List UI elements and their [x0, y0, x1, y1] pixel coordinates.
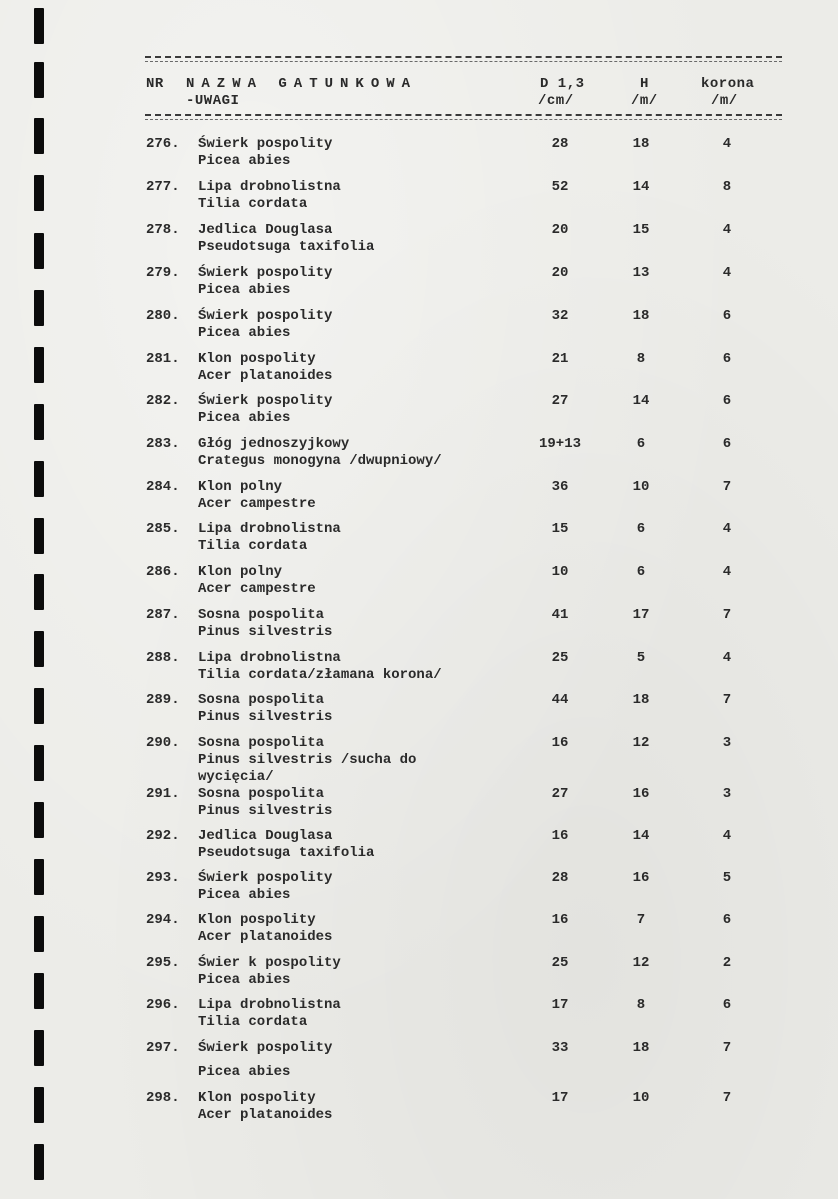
height-value: 18 — [632, 692, 650, 708]
crown-value: 4 — [722, 222, 732, 238]
diameter-value: 28 — [551, 870, 569, 886]
species-latin: Picea abies — [198, 972, 291, 988]
row-number: 278. — [146, 222, 180, 238]
table-row — [0, 786, 838, 829]
row-number: 295. — [146, 955, 180, 971]
species-name: Świer k pospolity — [198, 955, 341, 971]
crown-value: 6 — [722, 351, 732, 367]
species-latin: Tilia cordata/złamana korona/ — [198, 667, 442, 683]
height-value: 16 — [632, 870, 650, 886]
diameter-value: 32 — [551, 308, 569, 324]
header-korona-unit: /m/ — [711, 93, 738, 109]
species-name: Głóg jednoszyjkowy — [198, 436, 350, 452]
row-number: 288. — [146, 650, 180, 666]
species-latin: Pinus silvestris — [198, 624, 333, 640]
species-latin: Picea abies — [198, 410, 291, 426]
diameter-value: 25 — [551, 650, 569, 666]
species-name: Świerk pospolity — [198, 870, 333, 886]
diameter-value: 19+13 — [538, 436, 581, 452]
table-row — [0, 436, 838, 479]
header-uwagi: -UWAGI — [186, 93, 240, 109]
crown-value: 8 — [722, 179, 732, 195]
crown-value: 4 — [722, 265, 732, 281]
diameter-value: 28 — [551, 136, 569, 152]
row-number: 277. — [146, 179, 180, 195]
species-name: Sosna pospolita — [198, 607, 325, 623]
height-value: 12 — [632, 735, 650, 751]
species-note: wycięcia/ — [198, 769, 274, 785]
diameter-value: 44 — [551, 692, 569, 708]
table-row — [0, 1040, 838, 1086]
row-number: 276. — [146, 136, 180, 152]
crown-value: 3 — [722, 786, 732, 802]
height-value: 6 — [636, 521, 646, 537]
row-number: 284. — [146, 479, 180, 495]
diameter-value: 27 — [551, 393, 569, 409]
species-latin: Acer campestre — [198, 496, 316, 512]
species-name: Jedlica Douglasa — [198, 828, 333, 844]
height-value: 18 — [632, 308, 650, 324]
diameter-value: 16 — [551, 912, 569, 928]
height-value: 7 — [636, 912, 646, 928]
species-name: Świerk pospolity — [198, 136, 333, 152]
row-number: 279. — [146, 265, 180, 281]
table-row — [0, 997, 838, 1040]
height-value: 13 — [632, 265, 650, 281]
species-latin: Picea abies — [198, 325, 291, 341]
table-row — [0, 955, 838, 998]
height-value: 18 — [632, 1040, 650, 1056]
species-name: Lipa drobnolistna — [198, 650, 341, 666]
species-latin: Picea abies — [198, 153, 291, 169]
row-number: 285. — [146, 521, 180, 537]
height-value: 14 — [632, 828, 650, 844]
header-d: D 1,3 — [540, 76, 585, 92]
species-name: Świerk pospolity — [198, 265, 333, 281]
diameter-value: 20 — [551, 265, 569, 281]
row-number: 283. — [146, 436, 180, 452]
species-name: Sosna pospolita — [198, 692, 325, 708]
height-value: 12 — [632, 955, 650, 971]
crown-value: 4 — [722, 828, 732, 844]
species-latin: Acer platanoides — [198, 929, 333, 945]
diameter-value: 33 — [551, 1040, 569, 1056]
species-name: Jedlica Douglasa — [198, 222, 333, 238]
crown-value: 7 — [722, 692, 732, 708]
species-name: Sosna pospolita — [198, 786, 325, 802]
species-name: Lipa drobnolistna — [198, 521, 341, 537]
height-value: 8 — [636, 351, 646, 367]
crown-value: 7 — [722, 1040, 732, 1056]
species-latin: Pseudotsuga taxifolia — [198, 239, 375, 255]
crown-value: 7 — [722, 479, 732, 495]
table-row — [0, 393, 838, 436]
diameter-value: 20 — [551, 222, 569, 238]
diameter-value: 16 — [551, 828, 569, 844]
crown-value: 6 — [722, 912, 732, 928]
row-number: 286. — [146, 564, 180, 580]
height-value: 16 — [632, 786, 650, 802]
binding-hole — [34, 8, 44, 44]
height-value: 6 — [636, 564, 646, 580]
height-value: 8 — [636, 997, 646, 1013]
diameter-value: 10 — [551, 564, 569, 580]
height-value: 5 — [636, 650, 646, 666]
diameter-value: 52 — [551, 179, 569, 195]
row-number: 297. — [146, 1040, 180, 1056]
species-name: Klon polny — [198, 479, 283, 495]
crown-value: 4 — [722, 521, 732, 537]
crown-value: 5 — [722, 870, 732, 886]
row-number: 294. — [146, 912, 180, 928]
diameter-value: 17 — [551, 997, 569, 1013]
table-row — [0, 136, 838, 179]
species-name: Świerk pospolity — [198, 1040, 333, 1056]
species-name: Klon polny — [198, 564, 283, 580]
header-korona: korona — [701, 76, 755, 92]
header-h-unit: /m/ — [631, 93, 658, 109]
species-latin: Pinus silvestris — [198, 709, 333, 725]
species-latin: Tilia cordata — [198, 538, 308, 554]
height-value: 15 — [632, 222, 650, 238]
table-row — [0, 351, 838, 394]
species-latin: Pinus silvestris /sucha do — [198, 752, 417, 768]
table-row — [0, 912, 838, 955]
header-h: H — [640, 76, 649, 92]
table-row — [0, 1090, 838, 1133]
species-latin: Picea abies — [198, 887, 291, 903]
crown-value: 6 — [722, 308, 732, 324]
species-name: Świerk pospolity — [198, 308, 333, 324]
height-value: 14 — [632, 393, 650, 409]
diameter-value: 16 — [551, 735, 569, 751]
crown-value: 6 — [722, 436, 732, 452]
species-name: Świerk pospolity — [198, 393, 333, 409]
table-row — [0, 828, 838, 871]
table-row — [0, 870, 838, 913]
row-number: 292. — [146, 828, 180, 844]
species-latin: Crategus monogyna /dwupniowy/ — [198, 453, 442, 469]
species-name: Lipa drobnolistna — [198, 997, 341, 1013]
species-latin: Tilia cordata — [198, 1014, 308, 1030]
diameter-value: 25 — [551, 955, 569, 971]
species-latin: Pseudotsuga taxifolia — [198, 845, 375, 861]
diameter-value: 17 — [551, 1090, 569, 1106]
crown-value: 4 — [722, 564, 732, 580]
crown-value: 6 — [722, 393, 732, 409]
row-number: 293. — [146, 870, 180, 886]
crown-value: 4 — [722, 650, 732, 666]
row-number: 296. — [146, 997, 180, 1013]
header-top-rule — [145, 56, 782, 62]
crown-value: 3 — [722, 735, 732, 751]
table-row — [0, 308, 838, 351]
crown-value: 4 — [722, 136, 732, 152]
header-d-unit: /cm/ — [538, 93, 574, 109]
height-value: 17 — [632, 607, 650, 623]
height-value: 18 — [632, 136, 650, 152]
row-number: 280. — [146, 308, 180, 324]
species-latin: Pinus silvestris — [198, 803, 333, 819]
header-nr: NR — [146, 76, 164, 92]
species-latin: Acer campestre — [198, 581, 316, 597]
species-name: Klon pospolity — [198, 912, 316, 928]
table-row — [0, 521, 838, 564]
height-value: 14 — [632, 179, 650, 195]
diameter-value: 27 — [551, 786, 569, 802]
crown-value: 7 — [722, 607, 732, 623]
crown-value: 6 — [722, 997, 732, 1013]
height-value: 10 — [632, 1090, 650, 1106]
table-row — [0, 179, 838, 222]
row-number: 281. — [146, 351, 180, 367]
header-bottom-rule — [145, 114, 782, 120]
table-row — [0, 735, 838, 787]
species-name: Klon pospolity — [198, 351, 316, 367]
species-latin: Picea abies — [198, 1064, 291, 1080]
table-row — [0, 564, 838, 607]
binding-hole — [34, 1144, 44, 1180]
diameter-value: 15 — [551, 521, 569, 537]
species-latin: Acer platanoides — [198, 368, 333, 384]
table-row — [0, 692, 838, 735]
height-value: 10 — [632, 479, 650, 495]
species-latin: Picea abies — [198, 282, 291, 298]
header-name: NAZWA GATUNKOWA — [186, 76, 418, 92]
species-latin: Tilia cordata — [198, 196, 308, 212]
crown-value: 7 — [722, 1090, 732, 1106]
height-value: 6 — [636, 436, 646, 452]
table-row — [0, 265, 838, 308]
binding-hole — [34, 62, 44, 98]
species-latin: Acer platanoides — [198, 1107, 333, 1123]
row-number: 287. — [146, 607, 180, 623]
diameter-value: 41 — [551, 607, 569, 623]
table-row — [0, 479, 838, 522]
row-number: 291. — [146, 786, 180, 802]
row-number: 289. — [146, 692, 180, 708]
row-number: 298. — [146, 1090, 180, 1106]
table-row — [0, 607, 838, 650]
row-number: 290. — [146, 735, 180, 751]
diameter-value: 36 — [551, 479, 569, 495]
table-row — [0, 222, 838, 265]
crown-value: 2 — [722, 955, 732, 971]
row-number: 282. — [146, 393, 180, 409]
species-name: Lipa drobnolistna — [198, 179, 341, 195]
diameter-value: 21 — [551, 351, 569, 367]
table-row — [0, 650, 838, 693]
species-name: Sosna pospolita — [198, 735, 325, 751]
species-name: Klon pospolity — [198, 1090, 316, 1106]
